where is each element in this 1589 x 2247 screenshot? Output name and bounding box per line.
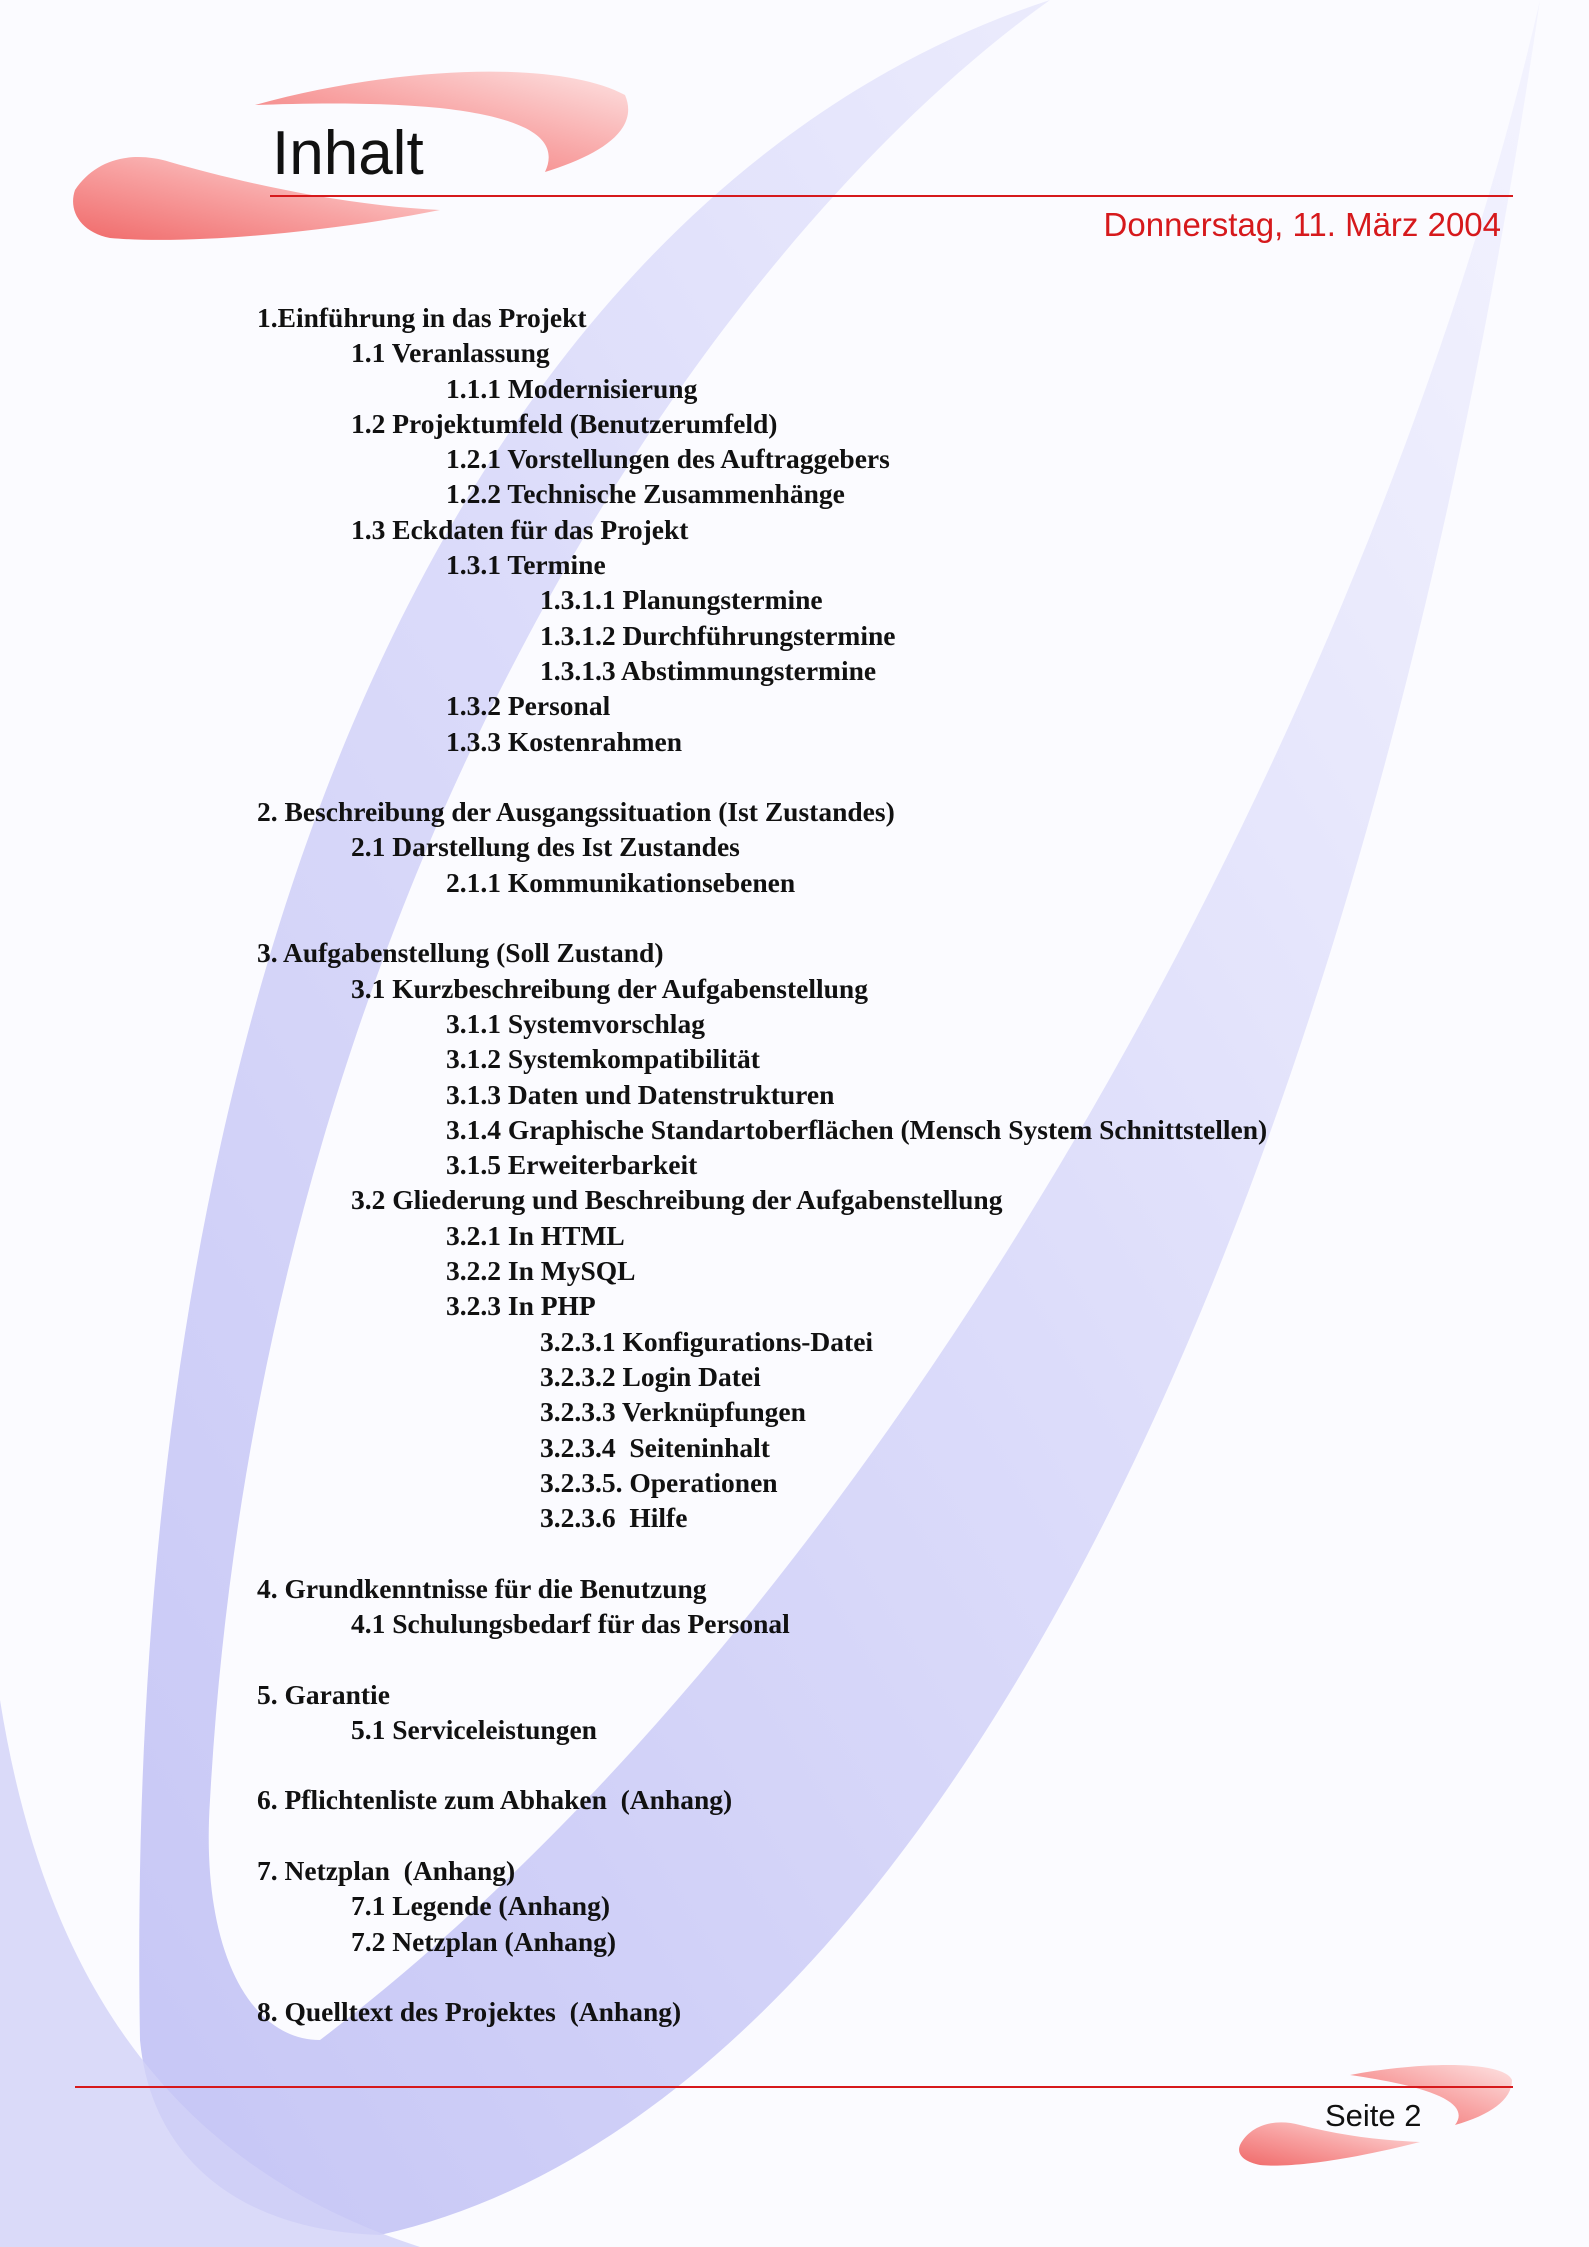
toc-entry: 2.1 Darstellung des Ist Zustandes — [351, 831, 740, 863]
toc-entry: 1.1 Veranlassung — [351, 337, 550, 369]
toc-entry: 1.1.1 Modernisierung — [446, 372, 698, 404]
toc-entry: 1.3 Eckdaten für das Projekt — [351, 513, 689, 545]
toc-entry: 3.1.3 Daten und Datenstrukturen — [446, 1078, 835, 1110]
toc-entry: 3. Aufgabenstellung (Soll Zustand) — [257, 937, 664, 969]
toc-entry: 7.2 Netzplan (Anhang) — [351, 1925, 617, 1957]
toc-entry: 3.1.2 Systemkompatibilität — [446, 1043, 760, 1075]
toc-entry: 1.2 Projektumfeld (Benutzerumfeld) — [351, 407, 778, 439]
toc-entry: 1.3.2 Personal — [446, 690, 611, 722]
toc-entry: 3.1.5 Erweiterbarkeit — [446, 1149, 698, 1181]
toc-entry: 4. Grundkenntnisse für die Benutzung — [257, 1572, 707, 1604]
toc-entry: 1.3.1.1 Planungstermine — [540, 584, 823, 616]
toc-entry: 3.2.3.4 Seiteninhalt — [540, 1431, 770, 1463]
toc-entry: 3.2.1 In HTML — [446, 1219, 625, 1251]
table-of-contents — [257, 300, 1267, 2030]
toc-entry: 5. Garantie — [257, 1678, 390, 1710]
toc-entry: 3.2.3.6 Hilfe — [540, 1502, 688, 1534]
toc-entry: 3.2.3.3 Verknüpfungen — [540, 1396, 806, 1428]
toc-entry: 2.1.1 Kommunikationsebenen — [446, 866, 796, 898]
toc-entry: 1.Einführung in das Projekt — [257, 302, 587, 333]
toc-entry: 1.2.1 Vorstellungen des Auftraggebers — [446, 443, 890, 475]
page-title: Inhalt — [272, 119, 424, 188]
page-number: Seite 2 — [1325, 2098, 1422, 2133]
toc-entry: 6. Pflichtenliste zum Abhaken (Anhang) — [257, 1784, 733, 1816]
toc-entry: 4.1 Schulungsbedarf für das Personal — [351, 1607, 790, 1639]
toc-entry: 7. Netzplan (Anhang) — [257, 1855, 516, 1887]
toc-entry: 7.1 Legende (Anhang) — [351, 1890, 610, 1922]
toc-entry: 3.2.2 In MySQL — [446, 1255, 636, 1287]
toc-entry: 1.2.2 Technische Zusammenhänge — [446, 478, 845, 510]
toc-entry: 3.1.1 Systemvorschlag — [446, 1007, 705, 1039]
toc-entry: 1.3.1.3 Abstimmungstermine — [540, 654, 877, 686]
toc-entry: 2. Beschreibung der Ausgangssituation (Ist Zustandes) — [257, 796, 895, 828]
toc-entry: 3.2.3.5. Operationen — [540, 1466, 778, 1498]
toc-entry: 1.3.1 Termine — [446, 549, 606, 581]
toc-entry: 3.2.3.1 Konfigurations-Datei — [540, 1325, 874, 1357]
header-date: Donnerstag, 11. März 2004 — [1103, 206, 1501, 243]
toc-entry: 8. Quelltext des Projektes (Anhang) — [257, 1996, 682, 2028]
toc-entry: 1.3.3 Kostenrahmen — [446, 725, 683, 757]
toc-entry: 5.1 Serviceleistungen — [351, 1713, 597, 1745]
toc-entry: 1.3.1.2 Durchführungstermine — [540, 619, 896, 651]
toc-entry: 3.1 Kurzbeschreibung der Aufgabenstellung — [351, 972, 868, 1004]
toc-entry: 3.2 Gliederung und Beschreibung der Aufgabenstellung — [351, 1184, 1003, 1216]
toc-entry: 3.1.4 Graphische Standartoberflächen (Mensch System Schnittstellen) — [446, 1113, 1268, 1145]
toc-entry: 3.2.3 In PHP — [446, 1290, 596, 1322]
toc-entry: 3.2.3.2 Login Datei — [540, 1360, 761, 1392]
